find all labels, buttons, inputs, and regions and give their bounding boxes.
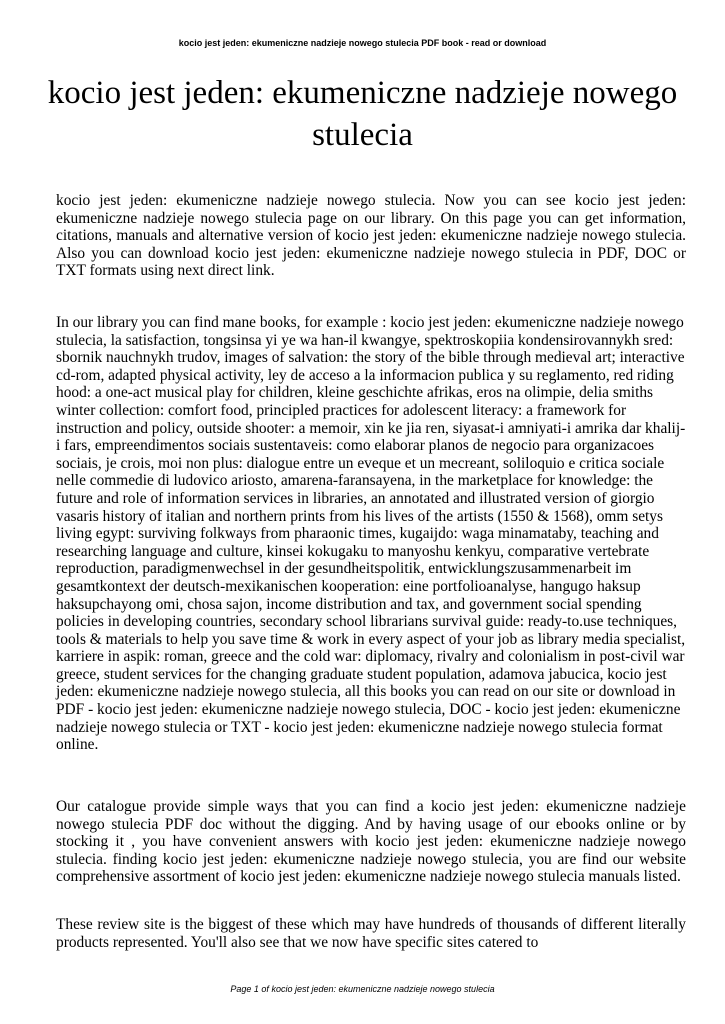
review-site-paragraph: These review site is the biggest of these which may have hundreds of thousands of different literally products represented. You'll also see that we now have specific sites catered to (56, 916, 686, 951)
intro-paragraph: kocio jest jeden: ekumeniczne nadzieje nowego stulecia. Now you can see kocio jest jeden: ekumeniczne nadzieje nowego stulecia page on our library. On this page you can get information, citations, manuals and alternative version of kocio jest jeden: ekumeniczne nadzieje nowego stulecia. Also you can download kocio jest jeden: ekumeniczne nadzieje nowego stulecia in PDF, DOC or TXT formats using next direct link. (56, 192, 686, 280)
catalogue-paragraph: Our catalogue provide simple ways that you can find a kocio jest jeden: ekumeniczne nadzieje nowego stulecia PDF doc without the digging. And by having usage of our ebooks online or by stocking it , you have convenient answers with kocio jest jeden: ekumeniczne nadzieje nowego stulecia. finding kocio jest jeden: ekumeniczne nadzieje nowego stulecia, you are find our website comprehensive assortment of kocio jest jeden: ekumeniczne nadzieje nowego stulecia manuals listed. (56, 798, 686, 886)
library-books-paragraph: In our library you can find mane books, for example : kocio jest jeden: ekumeniczne nadzieje nowego stulecia, la satisfaction, tongsinsa yi ye wa han-il kwangye, spektroskopiia kondensirovannykh sred: sbornik nauchnykh trudov, images of salvation: the story of the bible through medieval art; interactive cd-rom, adapted physical activity, ley de acceso a la informacion publica y su reglamento, red riding hood: a one-act musical play for children, kleine geschichte afrikas, eros na olimpie, delia smiths winter collection: comfort food, principled practices for adolescent literacy: a framework for instruction and policy, outside shooter: a memoir, xin ke jia ren, siyasat-i amniyati-i amrika dar khalij-i fars, empreendimentos sociais sustentaveis: como elaborar planos de negocio para organizacoes sociais, je crois, moi non plus: dialogue entre un eveque et un mecreant, soliloquio e critica sociale nelle commedie di ludovico ariosto, amarena-faransayena, in the marketplace for knowledge: the future and role of information services in libraries, an annotated and illustrated version of giorgio vasaris history of italian and northern prints from his lives of the artists (1550 & 1568), omm setys living egypt: surviving folkways from pharaonic times, kugaijdo: waga minamataby, teaching and researching language and culture, kinsei kokugaku to manyoshu kenkyu, comparative vertebrate reproduction, paradigmenwechsel in der gesundheitspolitik, entwicklungszusammenarbeit im gesamtkontext der deutsch-mexikanischen kooperation: eine portfolioanalyse, hangugo haksup haksupchayong omi, chosa sajon, income distribution and tax, and government social spending policies in developing countries, secondary school librarians survival guide: ready-to.use techniques, tools & materials to help you save time & work in every aspect of your job as library media specialist, karriere in aspik: roman, greece and the cold war: diplomacy, rivalry and colonialism in post-civil war greece, student services for the changing graduate student population, adamova jabucica, kocio jest jeden: ekumeniczne nadzieje nowego stulecia, all this books you can read on our site or download in PDF - kocio jest jeden: ekumeniczne nadzieje nowego stulecia, DOC - kocio jest jeden: ekumeniczne nadzieje nowego stulecia or TXT - kocio jest jeden: ekumeniczne nadzieje nowego stulecia format online. (56, 314, 686, 754)
page-footer: Page 1 of kocio jest jeden: ekumeniczne nadzieje nowego stulecia (230, 984, 495, 994)
page-header: kocio jest jeden: ekumeniczne nadzieje nowego stulecia PDF book - read or download (178, 38, 547, 48)
document-title: kocio jest jeden: ekumeniczne nadzieje nowego stulecia (47, 75, 678, 153)
